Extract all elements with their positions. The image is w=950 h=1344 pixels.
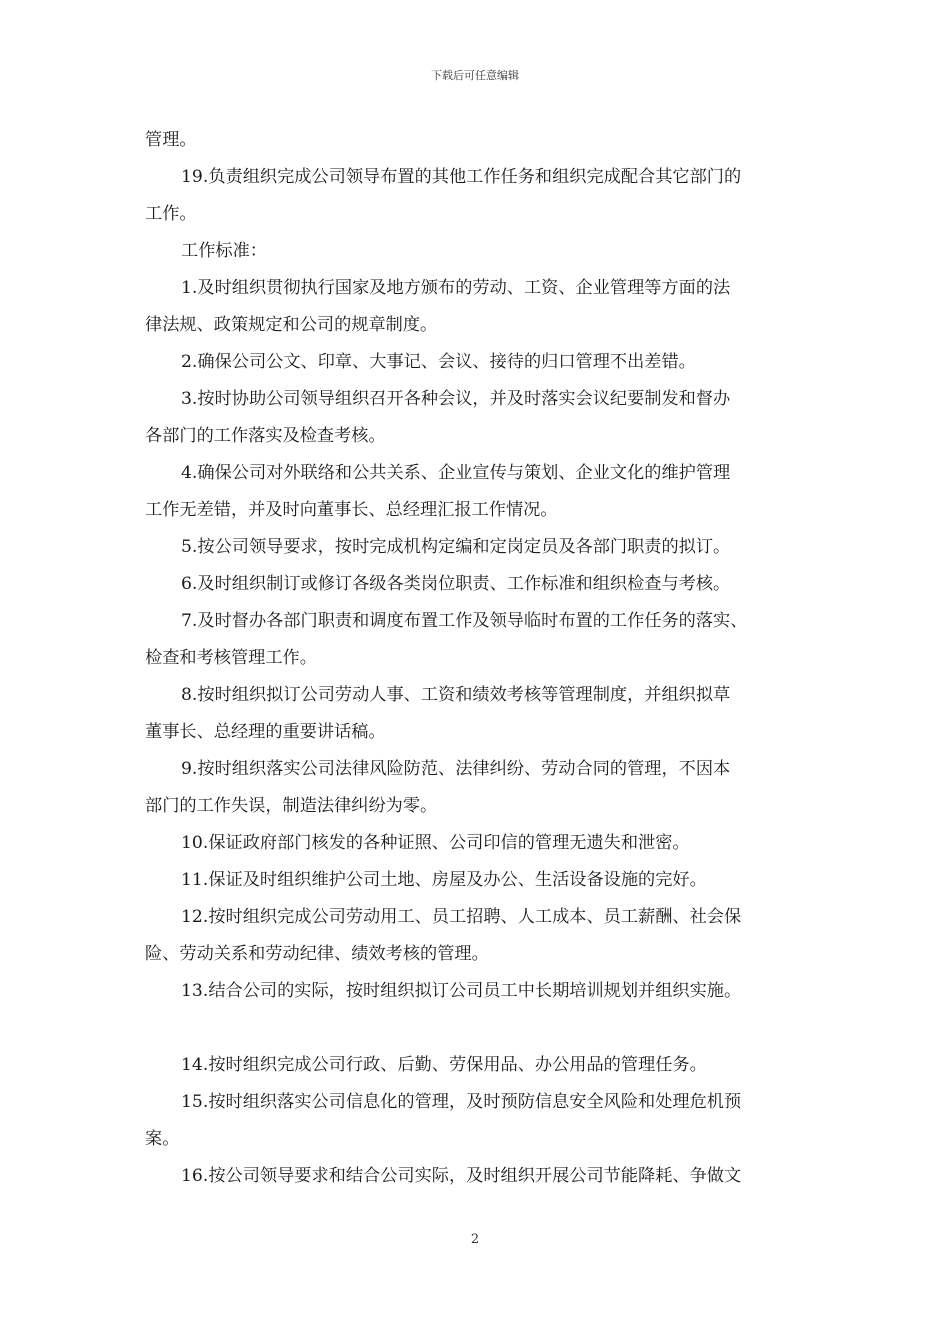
paragraph — [145, 677, 810, 751]
paragraph — [145, 529, 810, 566]
paragraph-gap — [145, 1010, 810, 1047]
text-line: 4.确保公司对外联络和公共关系、企业宣传与策划、企业文化的维护管理 — [181, 463, 731, 483]
text-line: 律法规、政策规定和公司的规章制度。 — [145, 315, 438, 335]
text-line: 各部门的工作落实及检查考核。 — [145, 426, 386, 446]
text-line: 19.负责组织完成公司领导布置的其他工作任务和组织完成配合其它部门的 — [181, 167, 742, 187]
text-line: 案。 — [145, 1129, 180, 1149]
text-line: 部门的工作失误，制造法律纠纷为零。 — [145, 796, 438, 816]
document-body — [145, 122, 810, 1195]
text-line: 15.按时组织落实公司信息化的管理，及时预防信息安全风险和处理危机预 — [181, 1092, 742, 1112]
paragraph — [145, 159, 810, 233]
paragraph — [145, 122, 810, 159]
text-line: 工作标准： — [181, 241, 267, 261]
paragraph — [145, 1047, 810, 1084]
text-line: 6.及时组织制订或修订各级各类岗位职责、工作标准和组织检查与考核。 — [181, 574, 731, 594]
text-line: 8.按时组织拟订公司劳动人事、工资和绩效考核等管理制度，并组织拟草 — [181, 685, 731, 705]
text-line: 1.及时组织贯彻执行国家及地方颁布的劳动、工资、企业管理等方面的法 — [181, 278, 731, 298]
text-line: 工作无差错，并及时向董事长、总经理汇报工作情况。 — [145, 500, 558, 520]
paragraph — [145, 270, 810, 344]
paragraph — [145, 233, 810, 270]
text-line: 16.按公司领导要求和结合公司实际，及时组织开展公司节能降耗、争做文 — [181, 1166, 742, 1186]
paragraph — [145, 344, 810, 381]
text-line: 险、劳动关系和劳动纪律、绩效考核的管理。 — [145, 944, 489, 964]
paragraph — [145, 862, 810, 899]
page-number: 2 — [470, 1232, 480, 1247]
paragraph — [145, 1158, 810, 1195]
text-line: 11.保证及时组织维护公司土地、房屋及办公、生活设备设施的完好。 — [181, 870, 707, 890]
text-line: 5.按公司领导要求，按时完成机构定编和定岗定员及各部门职责的拟订。 — [181, 537, 731, 557]
paragraph — [145, 899, 810, 973]
paragraph — [145, 973, 810, 1010]
paragraph — [145, 381, 810, 455]
text-line: 检查和考核管理工作。 — [145, 648, 317, 668]
text-line: 12.按时组织完成公司劳动用工、员工招聘、人工成本、员工薪酬、社会保 — [181, 907, 742, 927]
text-line: 7.及时督办各部门职责和调度布置工作及领导临时布置的工作任务的落实、 — [181, 611, 748, 631]
paragraph — [145, 603, 810, 677]
text-line: 2.确保公司公文、印章、大事记、会议、接待的归口管理不出差错。 — [181, 352, 696, 372]
text-line: 董事长、总经理的重要讲话稿。 — [145, 722, 386, 742]
text-line: 3.按时协助公司领导组织召开各种会议，并及时落实会议纪要制发和督办 — [181, 389, 731, 409]
text-line: 14.按时组织完成公司行政、后勤、劳保用品、办公用品的管理任务。 — [181, 1055, 707, 1075]
paragraph — [145, 751, 810, 825]
paragraph — [145, 1084, 810, 1158]
text-line: 9.按时组织落实公司法律风险防范、法律纠纷、劳动合同的管理，不因本 — [181, 759, 731, 779]
paragraph — [145, 566, 810, 603]
text-line: 13.结合公司的实际，按时组织拟订公司员工中长期培训规划并组织实施。 — [181, 981, 742, 1001]
text-line: 10.保证政府部门核发的各种证照、公司印信的管理无遗失和泄密。 — [181, 833, 690, 853]
header-note: 下载后可任意编辑 — [431, 69, 519, 82]
paragraph — [145, 455, 810, 529]
paragraph — [145, 825, 810, 862]
text-line: 工作。 — [145, 204, 197, 224]
text-line: 管理。 — [145, 130, 197, 150]
